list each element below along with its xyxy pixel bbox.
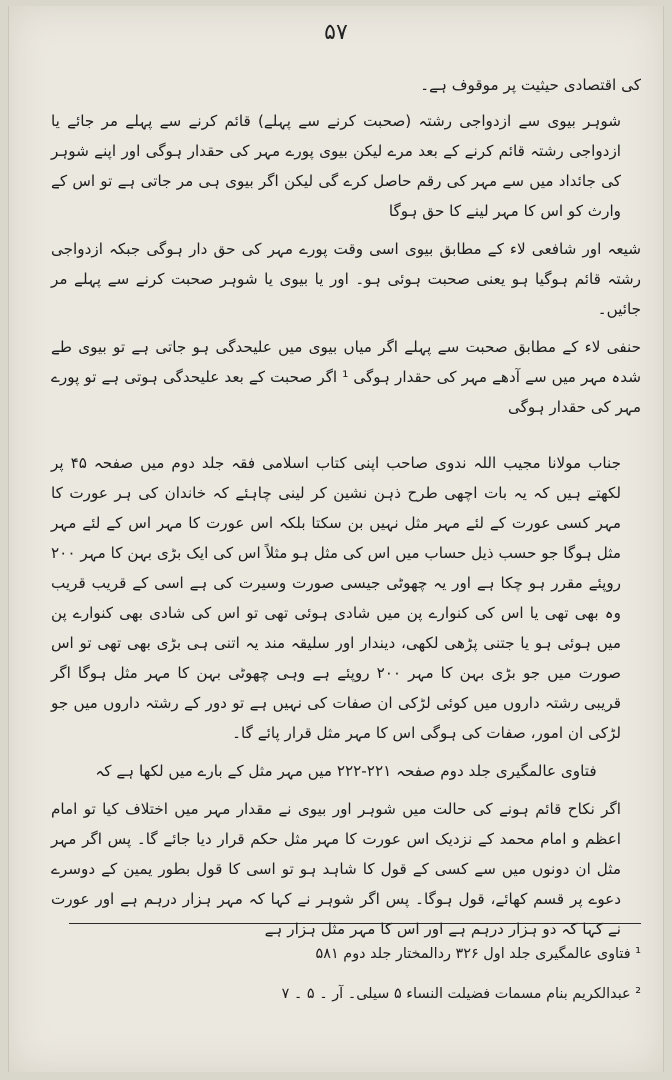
paragraph-4: حنفی لاء کے مطابق صحبت سے پہلے اگر میاں بیوی میں علیحدگی ہو جاتی ہے تو بیوی طے شدہ مہر میں سے آدھے مہر کی حقدار ہوگی ¹ اگر صحبت کے بعد علیحدگی ہوتی ہے تو پورے مہر کی حقدار ہوگی <box>51 338 641 416</box>
paragraph-3: شیعہ اور شافعی لاء کے مطابق بیوی اسی وقت پورے مہر کی حق دار ہوگی جبکہ ازدواجی رشتہ قائم ہوگیا ہو یعنی صحبت ہوئی ہو۔ اور یا بیوی یا شوہر صحبت کرنے سے پہلے مر جائیں۔ <box>51 240 641 318</box>
paragraph-5: جناب مولانا مجیب اللہ ندوی صاحب اپنی کتاب اسلامی فقہ جلد دوم میں صفحہ ۴۵ پر لکھتے ہیں کہ یہ بات اچھی طرح ذہن نشین کر لینی چاہئے کہ خاندان کی ہر عورت کا مہر کسی عورت کے لئے مہر مثل نہیں بن سکتا بلکہ اس عورت کا مہر اس کے لئے مہر مثل ہوگا جو حسب ذیل حساب میں اس کی مثل ہو مثلاً اس کی ایک بڑی بہن کا مہر ۲۰۰ روپئے مقرر ہو چکا ہے اور یہ چھوٹی جیسی صورت وسیرت کی ہے اسی کے قریب قریب وہ بھی تھی یا اس کی کنوارے پن میں شادی ہوئی تھی تو اس کی شادی بھی کنوارے پن میں ہوئی ہو یا جتنی پڑھی لکھی، دیندار اور سلیقہ مند یہ اتنی ہی بڑی بھی تھی تو اس صورت میں جو بڑی بہن کا مہر ۲۰۰ روپئے ہے وہی چھوٹی بہن کا مہر مثل ہوگا اگر قریبی رشتہ داروں میں کوئی لڑکی ان صفات کی نہیں ہے تو دور کے رشتہ داروں میں جو لڑکی ان امور، صفات کی ہوگی اس کا مہر مثل قرار پائے گا۔ <box>51 454 621 742</box>
footnote-1: ¹ فتاوی عالمگیری جلد اول ۳۲۶ ردالمختار جلد دوم ۵۸۱ <box>315 946 641 962</box>
document-page <box>8 6 664 1072</box>
page-number: ۵۷ <box>324 20 348 45</box>
footnote-divider <box>69 923 641 924</box>
document-body <box>51 70 641 952</box>
paragraph-1: کی اقتصادی حیثیت پر موقوف ہے۔ <box>420 76 641 94</box>
footnote-2: ² عبدالکریم بنام مسمات فضیلت النساء ۵ سیلی۔ آر ۔ ۵ ۔ ۷ <box>281 986 641 1002</box>
paragraph-7-quote: اگر نکاح قائم ہونے کی حالت میں شوہر اور بیوی نے مقدار مہر میں اختلاف کیا تو امام اعظم و امام محمد کے نزدیک اس عورت کا مہر مثل حکم قرار دیا جائے گا۔ پس اگر مہر مثل ان دونوں میں سے کسی کے قول کا شاہد ہو تو اسی کا قول بطور یمین کے دوسرے دعوے پر قسم کھائے، قول ہوگا۔ پس اگر شوہر نے کہا کہ مہر ہزار درہم ہے اور عورت نے کہا کہ دو ہزار درہم ہے اور اس کا مہر مثل ہزار ہے <box>51 800 621 938</box>
paragraph-6: فتاوی عالمگیری جلد دوم صفحہ ۲۲۱-۲۲۲ میں مہر مثل کے بارے میں لکھا ہے کہ <box>95 762 597 780</box>
footnotes <box>51 934 641 1014</box>
paragraph-2: شوہر بیوی سے ازدواجی رشتہ (صحبت کرنے سے پہلے) قائم کرنے سے پہلے مر جائے یا ازدواجی رشتہ قائم کرنے کے بعد مرے لیکن بیوی پورے مہر کی حقدار ہوگی اور اپنے شوہر کی جائداد میں سے مہر کی رقم حاصل کرے گی لیکن اگر بیوی ہی مر جاتی ہے تو اس کے وارث کو اس کا مہر لینے کا حق ہوگا <box>51 112 621 220</box>
